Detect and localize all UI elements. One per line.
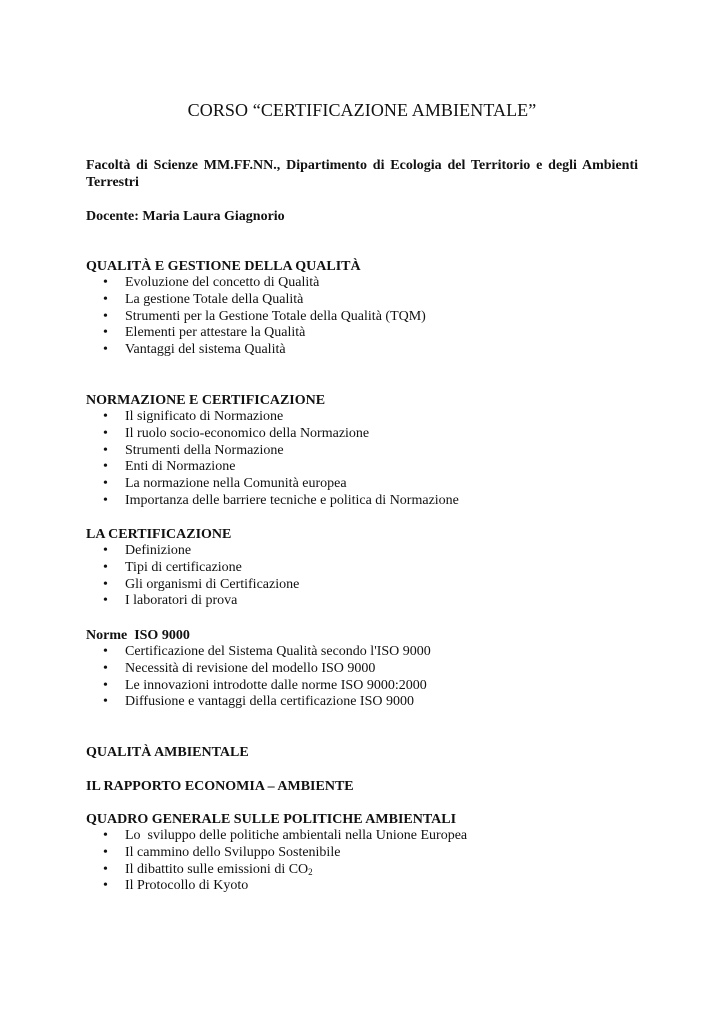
section-heading: QUALITÀ AMBIENTALE	[86, 745, 249, 760]
bullet-icon: •	[103, 409, 108, 424]
list-item-text: Il significato di Normazione	[125, 409, 284, 424]
bullet-icon: •	[103, 644, 108, 659]
subscript-text: 2	[308, 866, 313, 877]
section-heading: LA CERTIFICAZIONE	[86, 527, 232, 542]
list-item-text: Definizione	[125, 543, 192, 558]
list-item-text: Diffusione e vantaggi della certificazione ISO 9000	[125, 694, 414, 710]
section-heading: Norme ISO 9000	[86, 628, 190, 643]
list-item	[86, 543, 638, 560]
list-item-text: La normazione nella Comunità europea	[125, 476, 347, 492]
list-item	[86, 493, 638, 510]
list-item-text: Gli organismi di Certificazione	[125, 576, 300, 592]
document-title: CORSO “CERTIFICAZIONE AMBIENTALE”	[187, 100, 537, 120]
list-item	[86, 661, 638, 678]
list-item	[86, 342, 638, 359]
list-item	[86, 593, 638, 610]
list-item	[86, 862, 638, 879]
list-item	[86, 678, 638, 695]
section-heading: QUADRO GENERALE SULLE POLITICHE AMBIENTALI	[86, 812, 457, 827]
list-item	[86, 325, 638, 342]
list-item	[86, 577, 638, 594]
list-item-text: Il cammino dello Sviluppo Sostenibile	[125, 844, 341, 860]
list-item	[86, 309, 638, 326]
list-item	[86, 828, 638, 845]
bullet-icon: •	[103, 694, 108, 710]
list-item-text: Il Protocollo di Kyoto	[125, 878, 249, 894]
list-item	[86, 443, 638, 460]
list-item	[86, 845, 638, 862]
bullet-icon: •	[103, 342, 108, 358]
section-heading: QUALITÀ E GESTIONE DELLA QUALITÀ	[86, 259, 361, 274]
teacher-line: Docente: Maria Laura Giagnorio	[86, 209, 285, 224]
section-quality-management	[86, 258, 638, 359]
list-item-text: Il dibattito sulle emissioni di CO	[125, 861, 309, 877]
list-item	[86, 426, 638, 443]
bullet-icon: •	[103, 559, 108, 575]
section-economy-environment	[86, 778, 638, 795]
section-environmental-policies	[86, 811, 638, 895]
section-heading: NORMAZIONE E CERTIFICAZIONE	[86, 393, 326, 408]
list-item	[86, 694, 638, 711]
bullet-icon: •	[103, 425, 108, 441]
faculty-line: Facoltà di Scienze MM.FF.NN., Dipartimento di Ecologia del Territorio e degli Ambienti Terrestri	[86, 158, 638, 190]
bullet-icon: •	[103, 828, 108, 843]
bullet-icon: •	[103, 459, 108, 475]
bullet-icon: •	[103, 593, 108, 609]
bullet-icon: •	[103, 878, 108, 894]
list-item-text: Certificazione del Sistema Qualità secondo l'ISO 9000	[125, 644, 431, 659]
bullet-icon: •	[103, 492, 108, 508]
bullet-list	[86, 409, 638, 510]
list-item	[86, 560, 638, 577]
list-item-text: Vantaggi del sistema Qualità	[125, 342, 286, 358]
list-item	[86, 275, 638, 292]
list-item-text: La gestione Totale della Qualità	[125, 291, 304, 307]
list-item	[86, 292, 638, 309]
list-item-text: Enti di Normazione	[125, 459, 236, 475]
list-item-text: Evoluzione del concetto di Qualità	[125, 275, 320, 290]
list-item-text: Il ruolo socio-economico della Normazione	[125, 425, 370, 441]
section-certification	[86, 526, 638, 610]
list-item	[86, 878, 638, 895]
bullet-icon: •	[103, 677, 108, 693]
list-item	[86, 644, 638, 661]
bullet-icon: •	[103, 291, 108, 307]
bullet-list	[86, 543, 638, 610]
list-item-text: Importanza delle barriere tecniche e politica di Normazione	[125, 492, 459, 508]
list-item	[86, 409, 638, 426]
bullet-list	[86, 828, 638, 895]
bullet-icon: •	[103, 476, 108, 492]
list-item-text: Tipi di certificazione	[125, 559, 242, 575]
bullet-icon: •	[103, 660, 108, 676]
section-heading: IL RAPPORTO ECONOMIA – AMBIENTE	[86, 779, 354, 794]
bullet-list	[86, 644, 638, 711]
list-item	[86, 459, 638, 476]
list-item-text: Lo sviluppo delle politiche ambientali nella Unione Europea	[125, 828, 468, 843]
bullet-icon: •	[103, 861, 108, 877]
bullet-icon: •	[103, 275, 108, 290]
list-item-text: Le innovazioni introdotte dalle norme ISO 9000:2000	[125, 677, 427, 693]
section-environmental-quality	[86, 744, 638, 761]
list-item-text: I laboratori di prova	[125, 593, 238, 609]
list-item-text: Strumenti della Normazione	[125, 442, 284, 458]
bullet-icon: •	[103, 576, 108, 592]
bullet-icon: •	[103, 844, 108, 860]
section-standardization	[86, 392, 638, 510]
document-page	[86, 0, 638, 1024]
section-iso-9000	[86, 627, 638, 711]
bullet-icon: •	[103, 325, 108, 341]
bullet-list	[86, 275, 638, 359]
bullet-icon: •	[103, 442, 108, 458]
bullet-icon: •	[103, 543, 108, 558]
bullet-icon: •	[103, 308, 108, 324]
list-item	[86, 476, 638, 493]
list-item-text: Necessità di revisione del modello ISO 9000	[125, 660, 376, 676]
list-item-text: Strumenti per la Gestione Totale della Qualità (TQM)	[125, 308, 426, 324]
list-item-text: Elementi per attestare la Qualità	[125, 325, 306, 341]
